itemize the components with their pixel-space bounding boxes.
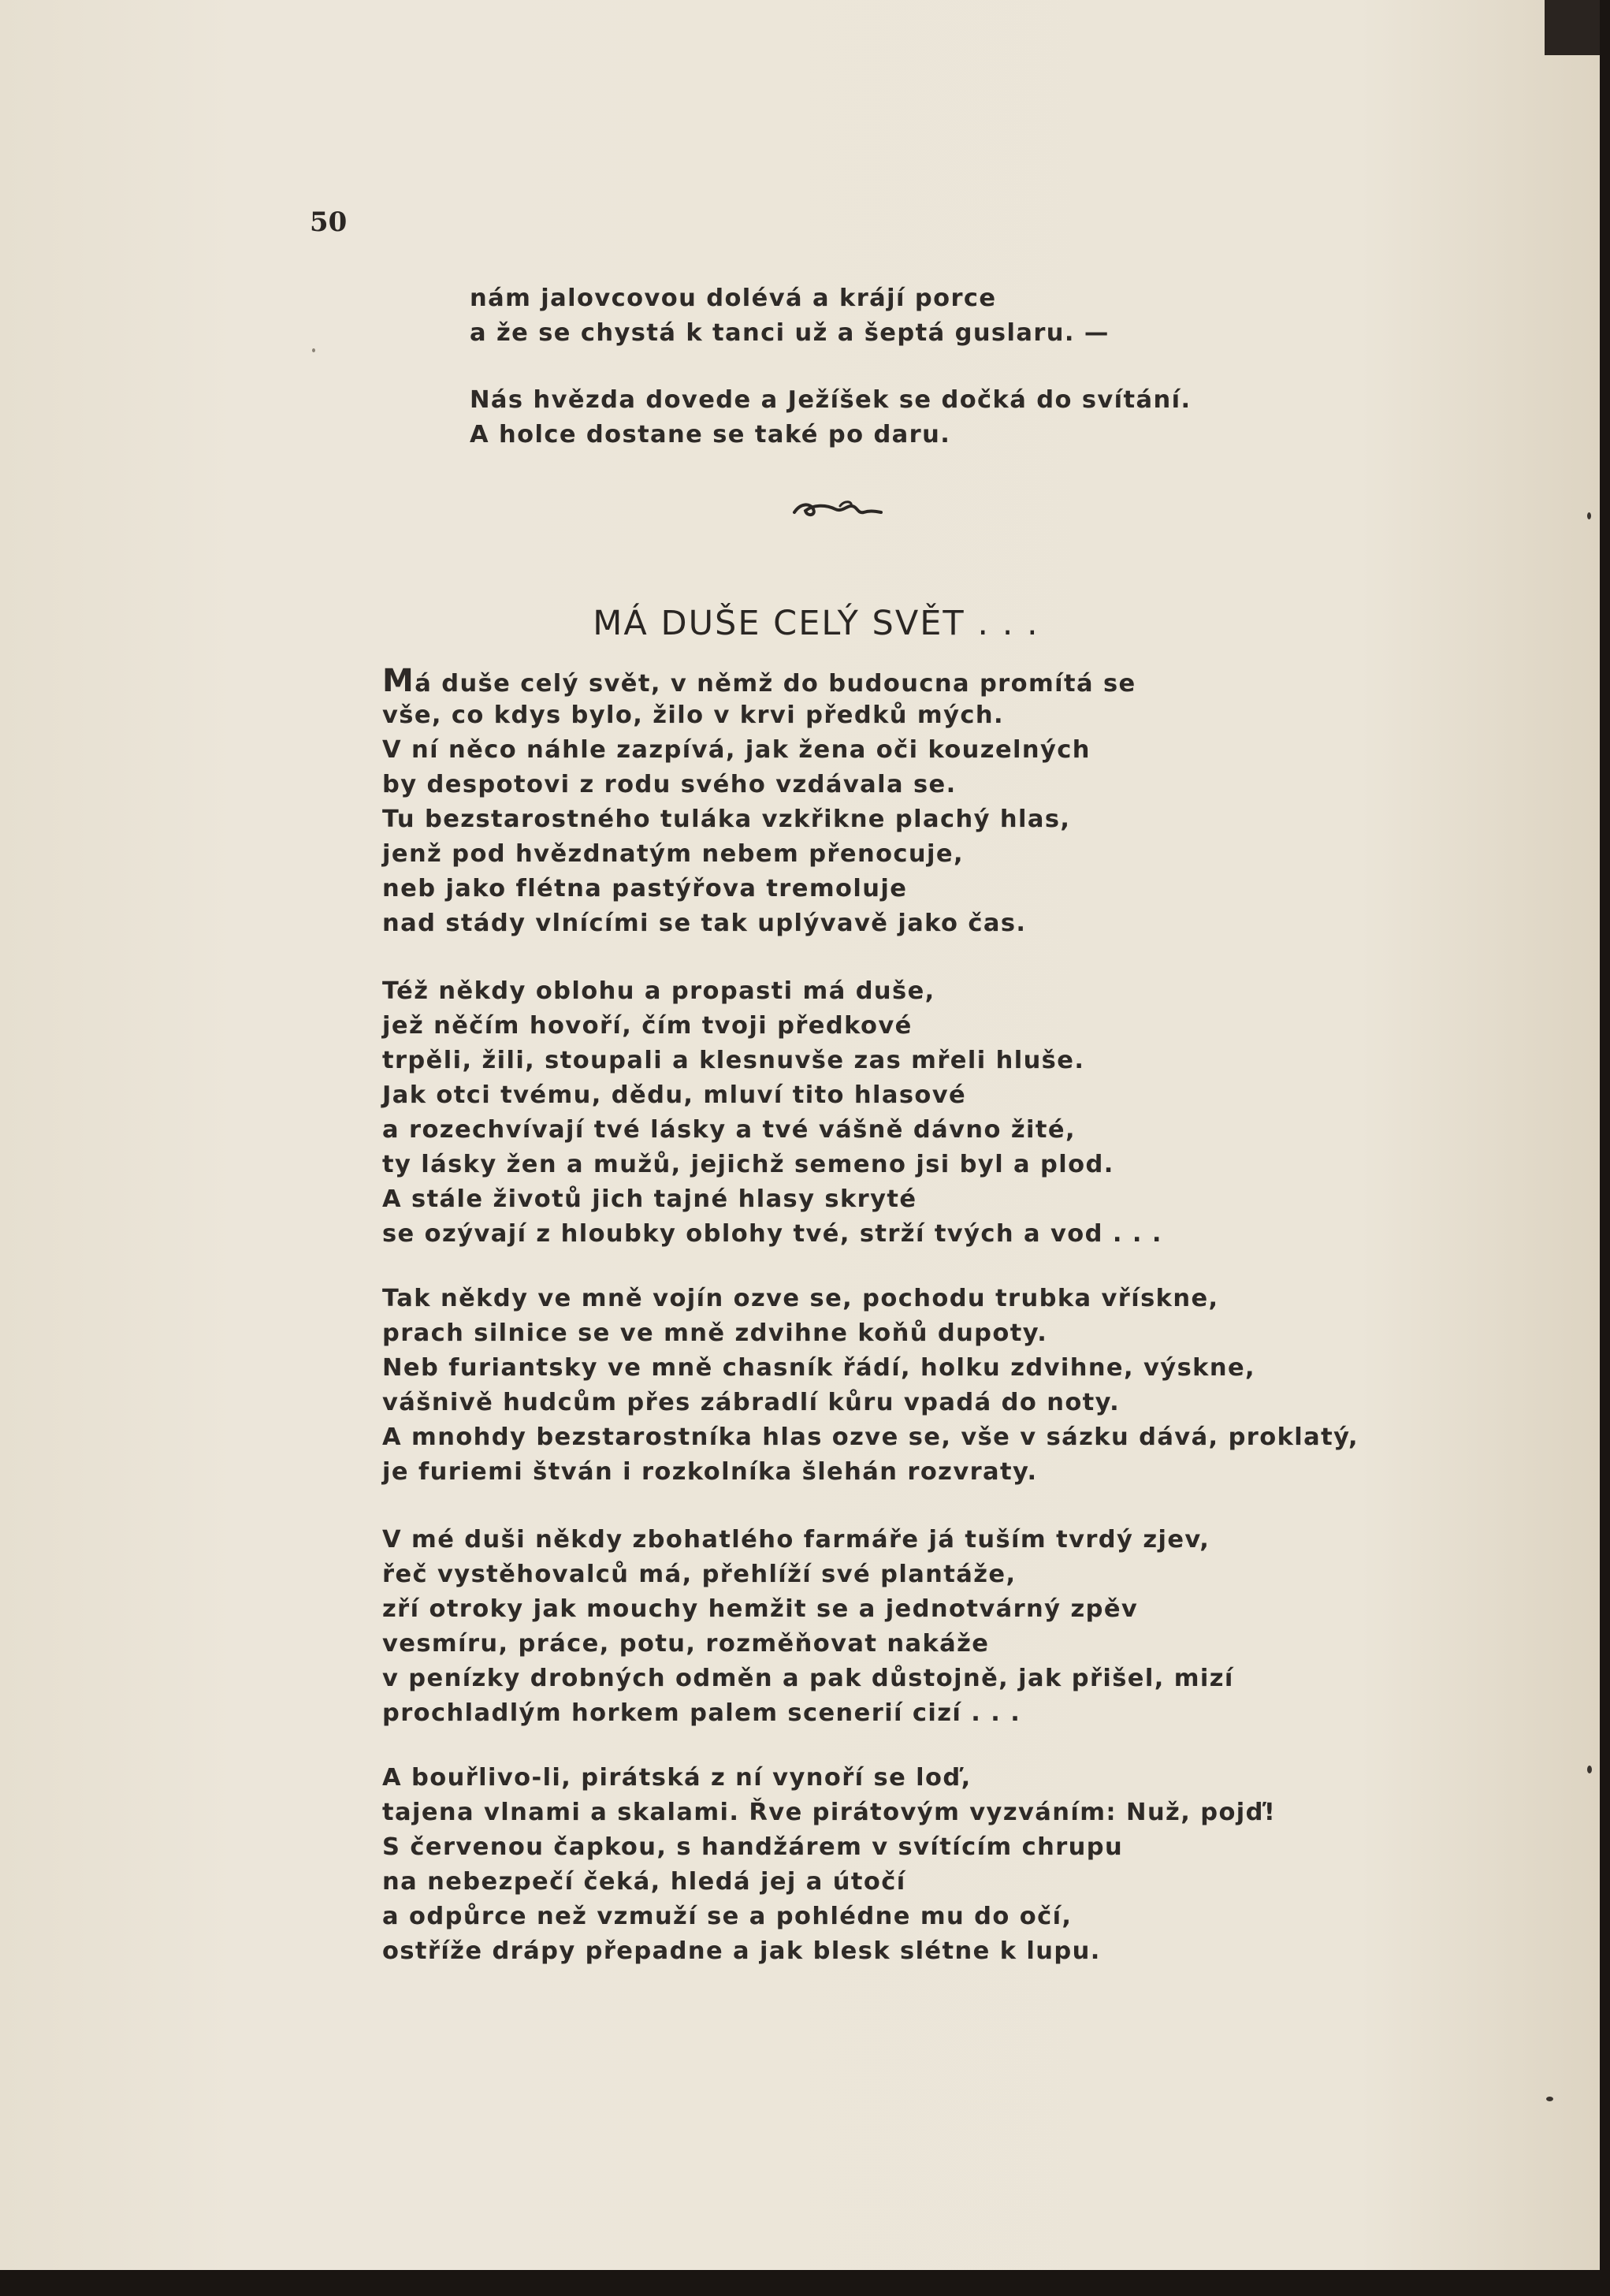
poem-title: MÁ DUŠE CELÝ SVĚT . . . — [593, 603, 1039, 643]
verse-line: tajena vlnami a skalami. Řve pirátovým vyzváním: Nuž, pojď! — [382, 1799, 1277, 1826]
verse-line: zří otroky jak mouchy hemžit se a jednotvárný zpěv — [382, 1595, 1139, 1623]
verse-line: se ozývají z hloubky oblohy tvé, strží tvých a vod . . . — [382, 1220, 1162, 1248]
verse-line: A stále životů jich tajné hlasy skryté — [382, 1185, 917, 1213]
paper-speck — [1546, 2097, 1553, 2101]
verse-line: v penízky drobných odměn a pak důstojně, jak přišel, mizí — [382, 1665, 1234, 1692]
poem-stanza-2 — [382, 974, 1162, 1252]
verse-line: A holce dostane se také po daru. — [470, 421, 951, 448]
verse-line: nad stády vlnícími se tak uplývavě jako čas. — [382, 910, 1027, 937]
verse-line: V mé duši někdy zbohatlého farmáře já tuším tvrdý zjev, — [382, 1526, 1210, 1554]
verse-line: by despotovi z rodu svého vzdávala se. — [382, 771, 957, 798]
verse-line: a že se chystá k tanci už a šeptá guslaru. — — [470, 319, 1110, 347]
verse-line: trpěli, žili, stoupali a klesnuvše zas mřeli hluše. — [382, 1047, 1085, 1074]
poem-stanza-5 — [382, 1761, 1276, 1969]
paper-speck — [1587, 512, 1591, 519]
verse-line: prach silnice se ve mně zdvihne koňů dupoty. — [382, 1319, 1048, 1347]
verse-line: Též někdy oblohu a propasti má duše, — [382, 977, 935, 1005]
verse-line: V ní něco náhle zazpívá, jak žena oči kouzelných — [382, 736, 1091, 764]
verse-line: jenž pod hvězdnatým nebem přenocuje, — [382, 840, 964, 868]
continuation-stanza-1 — [470, 281, 1110, 351]
page-corner-shadow — [1545, 0, 1600, 55]
verse-line: Nás hvězda dovede a Ježíšek se dočká do svítání. — [470, 386, 1192, 414]
verse-line: ty lásky žen a mužů, jejichž semeno jsi byl a plod. — [382, 1151, 1114, 1178]
verse-line: a rozechvívají tvé lásky a tvé vášně dávno žité, — [382, 1116, 1076, 1144]
verse-line: nám jalovcovou dolévá a krájí porce — [470, 285, 997, 312]
continuation-stanza-2 — [470, 383, 1191, 452]
verse-line: je furiemi štván i rozkolníka šlehán rozvraty. — [382, 1458, 1038, 1486]
verse-line: Tu bezstarostného tuláka vzkřikne plachý hlas, — [382, 806, 1071, 833]
verse-line: vášnivě hudcům přes zábradlí kůru vpadá do noty. — [382, 1389, 1121, 1416]
poem-stanza-4 — [382, 1523, 1234, 1731]
verse-line: A bouřlivo-li, pirátská z ní vynoří se loď, — [382, 1764, 972, 1792]
verse-line: S červenou čapkou, s handžárem v svítícím chrupu — [382, 1833, 1124, 1861]
verse-line: Má duše celý svět, v němž do budoucna promítá se — [382, 663, 1136, 699]
poem-stanza-3 — [382, 1282, 1359, 1490]
verse-line: Jak otci tvému, dědu, mluví tito hlasové — [382, 1081, 967, 1109]
paper-speck — [1587, 1766, 1592, 1773]
verse-line: vesmíru, práce, potu, rozměňovat nakáže — [382, 1630, 990, 1658]
verse-line: a odpůrce než vzmuží se a pohlédne mu do očí, — [382, 1903, 1073, 1930]
verse-line: na nebezpečí čeká, hledá jej a útočí — [382, 1868, 906, 1896]
verse-line: A mnohdy bezstarostníka hlas ozve se, vše v sázku dává, proklatý, — [382, 1423, 1359, 1451]
verse-line: ostříže drápy přepadne a jak blesk slétne k lupu. — [382, 1937, 1101, 1965]
verse-line: řeč vystěhovalců má, přehlíží své plantáže, — [382, 1561, 1017, 1588]
verse-line: jež něčím hovoří, čím tvoji předkové — [382, 1012, 913, 1040]
drop-cap: M — [382, 663, 415, 699]
verse-line: Neb furiantsky ve mně chasník řádí, holku zdvihne, výskne, — [382, 1354, 1256, 1382]
verse-line: vše, co kdys bylo, žilo v krvi předků mých. — [382, 701, 1004, 729]
page-number: 50 — [310, 207, 348, 238]
poem-stanza-1 — [382, 664, 1136, 941]
verse-line: prochladlým horkem palem scenerií cizí . . . — [382, 1699, 1021, 1727]
verse-line: Tak někdy ve mně vojín ozve se, pochodu trubka vřískne, — [382, 1285, 1219, 1312]
verse-line: neb jako flétna pastýřova tremoluje — [382, 875, 908, 902]
paper-speck — [312, 348, 315, 352]
flourish-ornament-icon — [790, 495, 884, 519]
